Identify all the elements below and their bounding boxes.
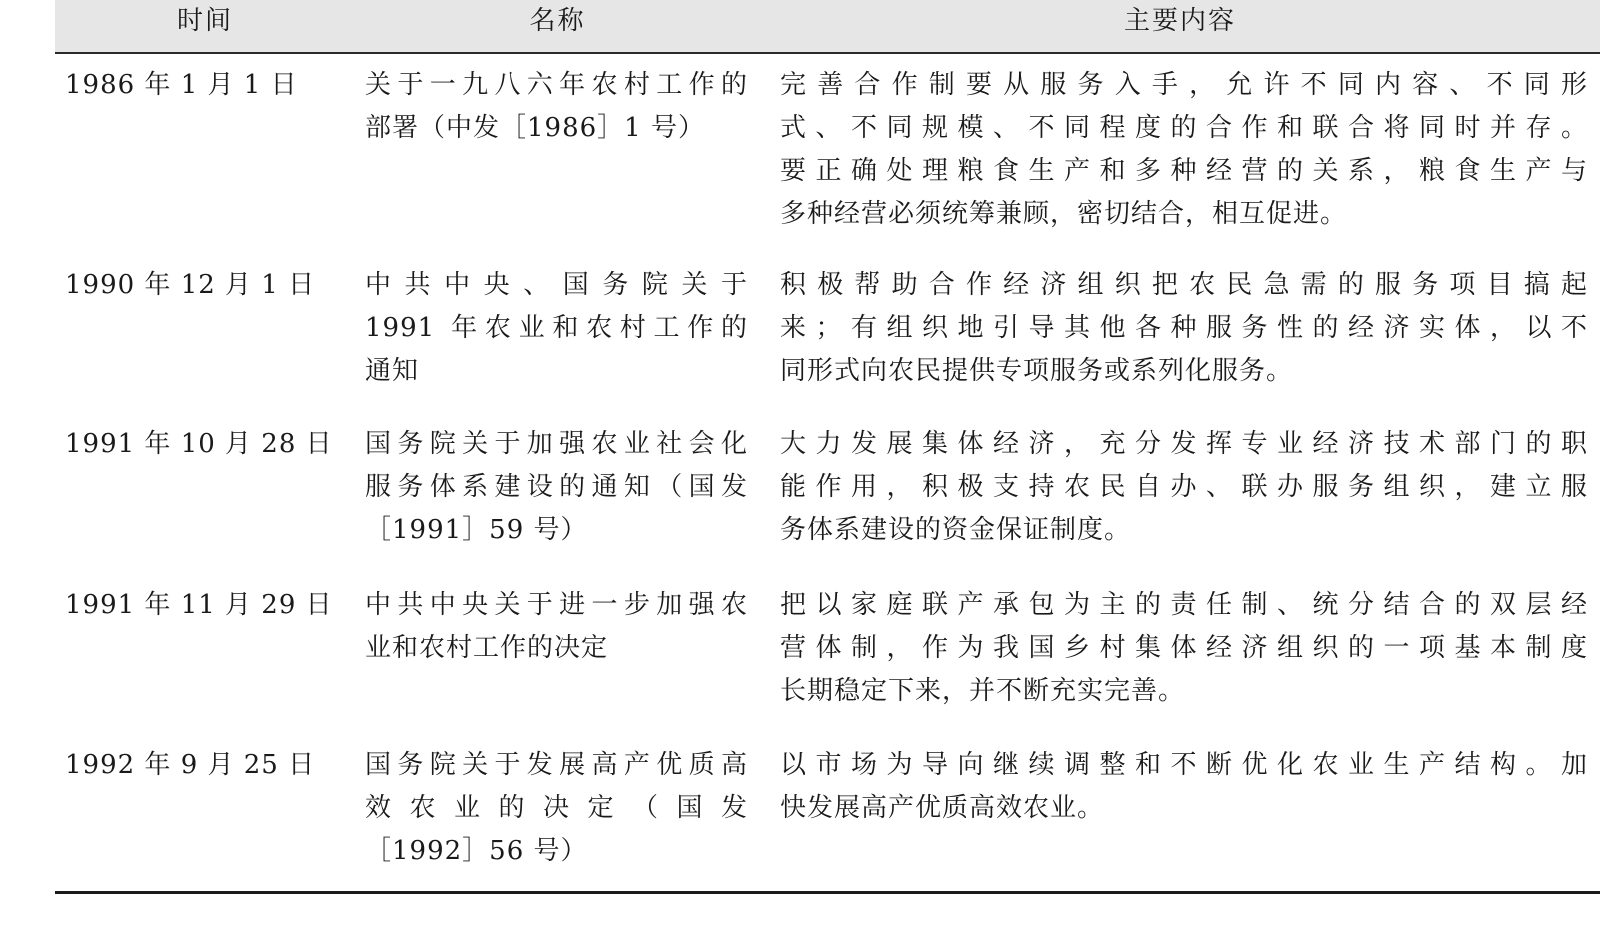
table-row — [55, 264, 1600, 393]
row-time: 1991 年 11 月 29 日 — [65, 590, 333, 620]
row-time: 1990 年 12 月 1 日 — [65, 270, 316, 300]
row-time: 1992 年 9 月 25 日 — [65, 750, 316, 780]
table-bottom-rule — [55, 891, 1600, 894]
row-content: 把以家庭联产承包为主的责任制、统分结合的双层经 营体制，作为我国乡村集体经济组织的一项基本制度 长期稳定下来，并不断充实完善。 — [780, 590, 1588, 706]
row-content: 积极帮助合作经济组织把农民急需的服务项目搞起 来；有组织地引导其他各种服务性的经济实体，以不 同形式向农民提供专项服务或系列化服务。 — [780, 270, 1588, 386]
row-time: 1991 年 10 月 28 日 — [65, 429, 333, 459]
row-content: 大力发展集体经济，充分发挥专业经济技术部门的职 能作用，积极支持农民自办、联办服务组织，建立服 务体系建设的资金保证制度。 — [780, 429, 1588, 545]
policy-table — [55, 0, 1600, 866]
row-name: 中共中央关于进一步加强农 业和农村工作的决定 — [365, 590, 748, 663]
table-row — [55, 423, 1600, 552]
row-name: 国务院关于加强农业社会化 服务体系建设的通知（国发 ［1991］59 号） — [365, 429, 748, 545]
header-name: 名称 — [529, 6, 586, 36]
row-content: 完善合作制要从服务入手，允许不同内容、不同形 式、不同规模、不同程度的合作和联合将同时并存。 要正确处理粮食生产和多种经营的关系，粮食生产与 多种经营必须统筹兼顾，密切结合，相互促进。 — [780, 70, 1588, 229]
header-content: 主要内容 — [1123, 6, 1236, 36]
row-name: 关于一九八六年农村工作的 部署（中发［1986］1 号） — [365, 70, 748, 143]
row-name: 国务院关于发展高产优质高 效农业的决定（国发 ［1992］56 号） — [365, 750, 748, 866]
header-time: 时间 — [176, 6, 233, 36]
table-row — [55, 64, 1600, 236]
table-row — [55, 584, 1600, 713]
table-row — [55, 744, 1600, 873]
row-content: 以市场为导向继续调整和不断优化农业生产结构。加 快发展高产优质高效农业。 — [780, 750, 1588, 823]
table-header-row — [55, 0, 1600, 54]
row-name: 中共中央、国务院关于 1991 年农业和农村工作的 通知 — [365, 270, 748, 386]
row-time: 1986 年 1 月 1 日 — [65, 70, 298, 100]
